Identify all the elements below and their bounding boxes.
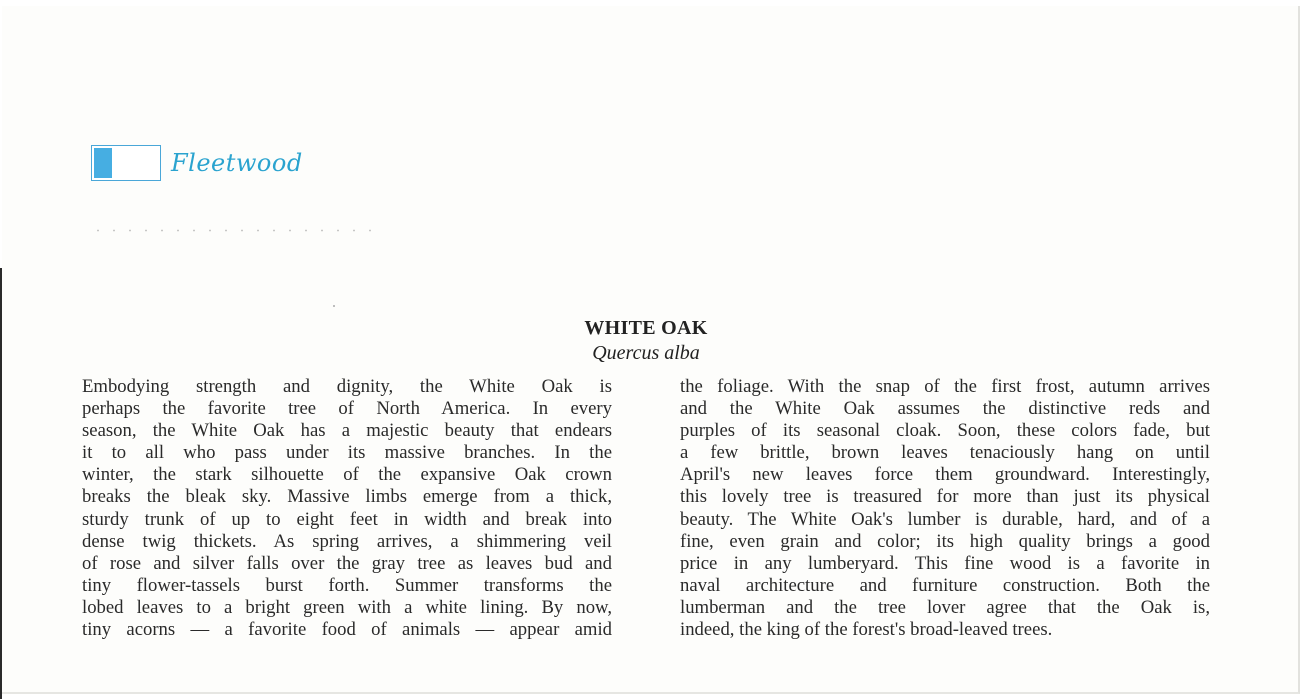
text-line: beauty. The White Oak's lumber is durable, hard, and of a [680, 508, 1210, 530]
text-line: lobed leaves to a bright green with a white lining. By now, [82, 596, 612, 618]
left-column-text [82, 376, 612, 641]
text-line: naval architecture and furniture construction. Both the [680, 574, 1210, 596]
print-specks [90, 229, 380, 232]
text-line: the foliage. With the snap of the first frost, autumn arrives [680, 376, 1210, 397]
text-line: this lovely tree is treasured for more than just its physical [680, 486, 1210, 508]
text-line: April's new leaves force them groundward. Interestingly, [680, 464, 1210, 486]
text-line: perhaps the favorite tree of North America. In every [82, 398, 612, 420]
text-line: sturdy trunk of up to eight feet in width and break into [82, 508, 612, 530]
article-title: WHITE OAK [584, 317, 708, 339]
text-line: Embodying strength and dignity, the White Oak is [82, 376, 612, 397]
text-line: purples of its seasonal cloak. Soon, these colors fade, but [680, 420, 1210, 442]
text-line: fine, even grain and color; its high quality brings a good [680, 530, 1210, 552]
text-line: tiny flower-tassels burst forth. Summer transforms the [82, 574, 612, 596]
text-line: indeed, the king of the forest's broad-leaved trees. [680, 619, 1053, 641]
text-line: and the White Oak assumes the distinctive reds and [680, 398, 1210, 420]
text-line: season, the White Oak has a majestic beauty that endears [82, 420, 612, 442]
text-line: dense twig thickets. As spring arrives, a shimmering veil [82, 530, 612, 552]
right-column-text [680, 376, 1210, 641]
text-line: breaks the bleak sky. Massive limbs emerge from a thick, [82, 486, 612, 508]
text-line: it to all who pass under its massive branches. In the [82, 442, 612, 464]
logo-wordmark: Fleetwood [171, 149, 303, 177]
text-line: winter, the stark silhouette of the expansive Oak crown [82, 464, 612, 486]
fleetwood-logo [91, 145, 303, 181]
text-line: of rose and silver falls over the gray tree as leaves bud and [82, 552, 612, 574]
text-line: a few brittle, brown leaves tenaciously hang on until [680, 442, 1210, 464]
text-line: price in any lumberyard. This fine wood is a favorite in [680, 552, 1210, 574]
logo-box-fill [94, 148, 112, 178]
text-line: tiny acorns — a favorite food of animals — appear amid [82, 619, 612, 641]
scientific-name: Quercus alba [592, 342, 700, 364]
print-speck [333, 305, 335, 307]
logo-box-icon [91, 145, 161, 181]
text-line: lumberman and the tree lover agree that the Oak is, [680, 596, 1210, 618]
